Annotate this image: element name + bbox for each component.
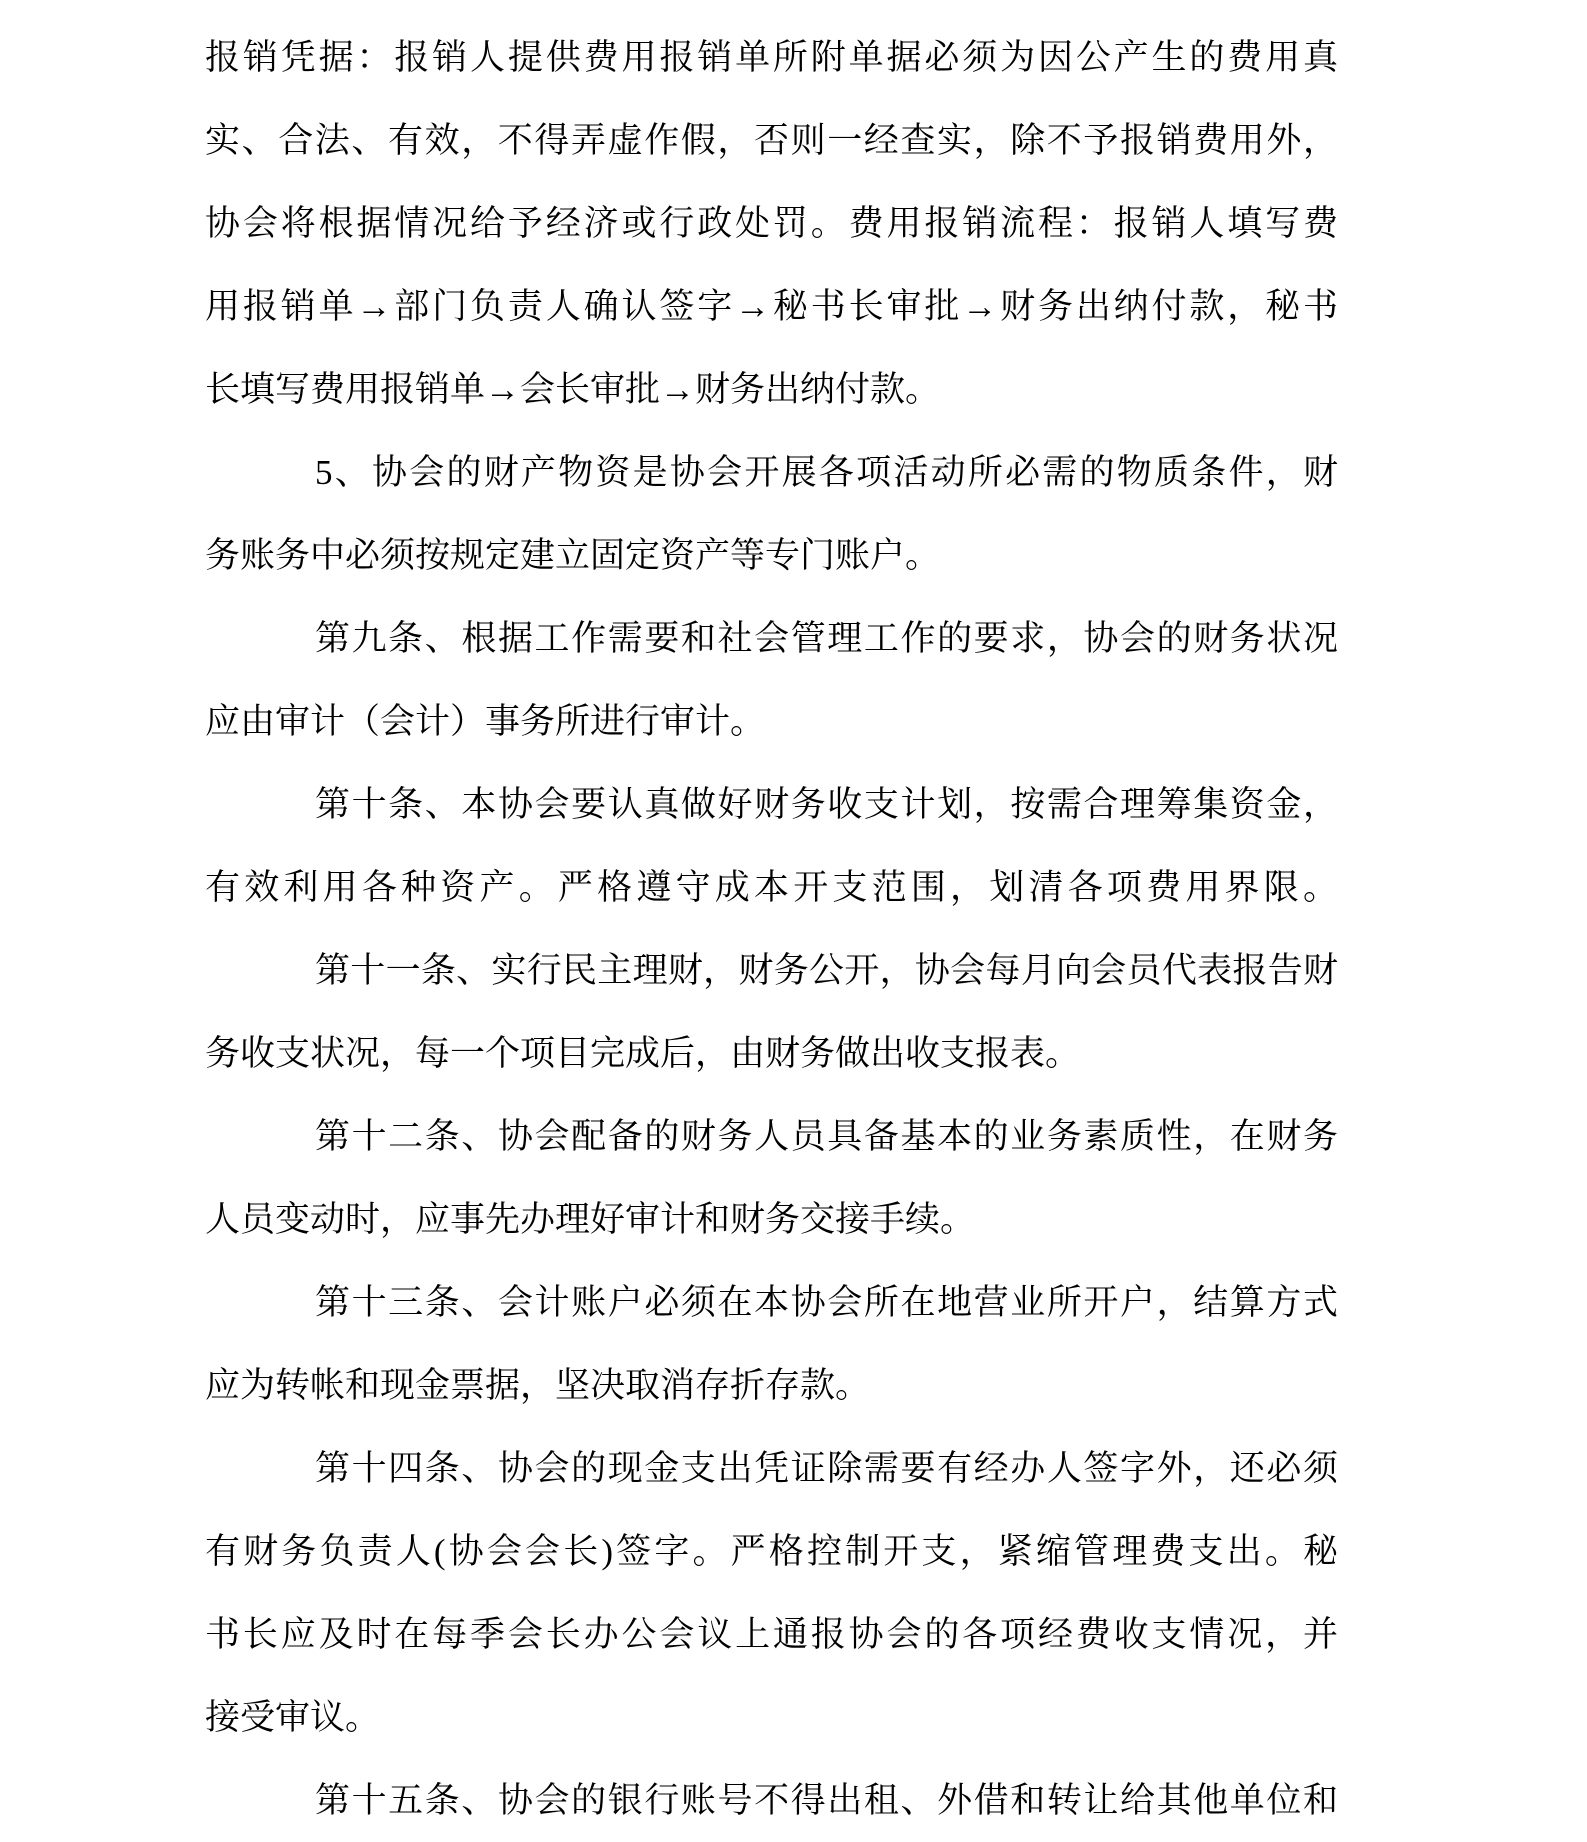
text-line: 人员变动时，应事先办理好审计和财务交接手续。 xyxy=(205,1200,976,1239)
text-line: 应由审计（会计）事务所进行审计。 xyxy=(205,702,766,741)
text-line: 第九条、根据工作需要和社会管理工作的要求，协会的财务状况 xyxy=(315,619,1338,658)
text-line: 务账务中必须按规定建立固定资产等专门账户。 xyxy=(205,536,941,575)
text-line: 协会将根据情况给予经济或行政处罚。费用报销流程：报销人填写费 xyxy=(205,204,1338,243)
text-line: 第十五条、协会的银行账号不得出租、外借和转让给其他单位和 xyxy=(315,1781,1338,1820)
text-line: 应为转帐和现金票据，坚决取消存折存款。 xyxy=(205,1366,871,1405)
text-line: 用报销单→部门负责人确认签字→秘书长审批→财务出纳付款，秘书 xyxy=(205,287,1338,326)
text-line: 实、合法、有效，不得弄虚作假，否则一经查实，除不予报销费用外， xyxy=(205,121,1338,160)
text-line: 第十条、本协会要认真做好财务收支计划，按需合理筹集资金， xyxy=(315,785,1338,824)
text-line: 第十二条、协会配备的财务人员具备基本的业务素质性，在财务 xyxy=(315,1117,1338,1156)
text-line: 务收支状况，每一个项目完成后，由财务做出收支报表。 xyxy=(205,1034,1081,1073)
text-line: 书长应及时在每季会长办公会议上通报协会的各项经费收支情况，并 xyxy=(205,1615,1338,1654)
text-line: 有财务负责人(协会会长)签字。严格控制开支，紧缩管理费支出。秘 xyxy=(205,1532,1338,1571)
text-line: 报销凭据：报销人提供费用报销单所附单据必须为因公产生的费用真 xyxy=(205,38,1338,77)
text-line: 5、协会的财产物资是协会开展各项活动所必需的物质条件，财 xyxy=(315,453,1338,492)
text-line: 第十一条、实行民主理财，财务公开，协会每月向会员代表报告财 xyxy=(315,951,1338,990)
text-line: 第十三条、会计账户必须在本协会所在地营业所开户，结算方式 xyxy=(315,1283,1338,1322)
text-line: 长填写费用报销单→会长审批→财务出纳付款。 xyxy=(205,370,941,409)
text-line: 有效利用各种资产。严格遵守成本开支范围，划清各项费用界限。 xyxy=(205,868,1338,907)
text-line: 第十四条、协会的现金支出凭证除需要有经办人签字外，还必须 xyxy=(315,1449,1338,1488)
document-text-block xyxy=(205,16,1338,1842)
text-line: 接受审议。 xyxy=(205,1698,381,1737)
